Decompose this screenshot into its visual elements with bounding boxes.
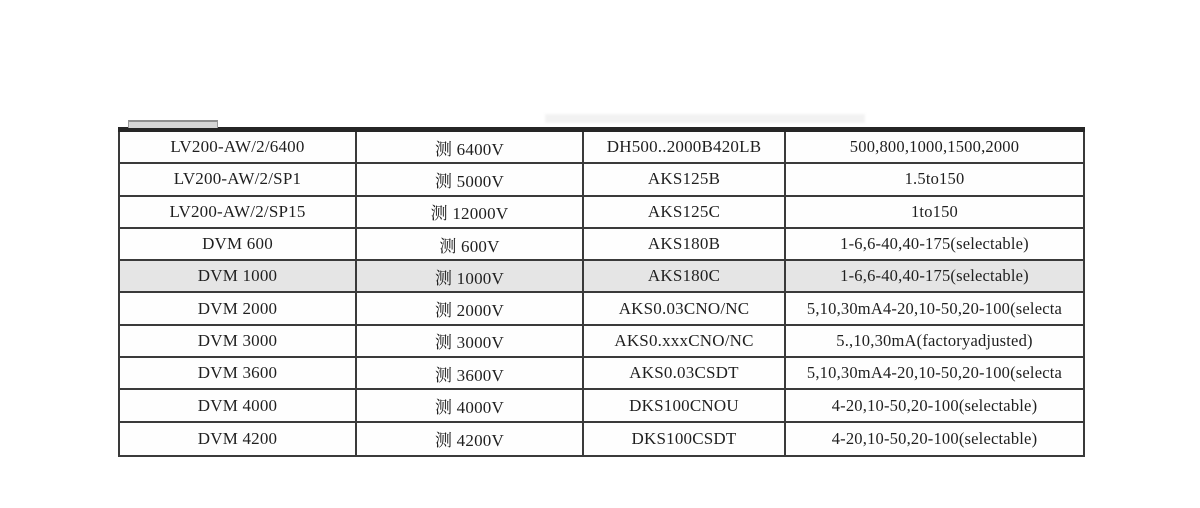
range-cell: 1to150 <box>786 197 1083 229</box>
range-cell: 1-6,6-40,40-175(selectable) <box>786 261 1083 293</box>
voltage-cell: 测 12000V <box>357 197 584 229</box>
cropped-row-remnant <box>128 120 218 128</box>
part-cell: AKS0.xxxCNO/NC <box>584 326 786 358</box>
model-cell: DVM 1000 <box>120 261 357 293</box>
model-cell: DVM 2000 <box>120 293 357 325</box>
spec-table <box>118 127 1085 457</box>
model-cell: DVM 600 <box>120 229 357 261</box>
part-cell: DKS100CNOU <box>584 390 786 422</box>
range-cell: 1-6,6-40,40-175(selectable) <box>786 229 1083 261</box>
table-grid <box>118 132 1085 457</box>
voltage-cell: 测 6400V <box>357 132 584 164</box>
model-cell: DVM 3000 <box>120 326 357 358</box>
range-cell: 4-20,10-50,20-100(selectable) <box>831 428 1038 448</box>
range-cell: 5.,10,30mA(factoryadjusted) <box>786 326 1083 358</box>
voltage-cell: 测 4200V <box>357 423 584 455</box>
model-cell: LV200-AW/2/SP1 <box>120 164 357 196</box>
part-cell: AKS125C <box>584 197 786 229</box>
voltage-cell: 测 3600V <box>357 358 584 390</box>
voltage-cell: 测 1000V <box>357 261 584 293</box>
part-cell: AKS180C <box>584 261 786 293</box>
voltage-cell: 测 4000V <box>357 390 584 422</box>
model-cell: DVM 4000 <box>120 390 357 422</box>
voltage-cell: 测 5000V <box>357 164 584 196</box>
range-cell: 500,800,1000,1500,2000 <box>786 132 1083 164</box>
model-cell: LV200-AW/2/6400 <box>120 132 357 164</box>
voltage-cell: 测 3000V <box>357 326 584 358</box>
part-cell: DKS100CSDT <box>584 423 786 455</box>
range-cell: 5,10,30mA4-20,10-50,20-100(selecta <box>786 293 1083 325</box>
model-cell: DVM 4200 <box>120 423 357 455</box>
range-cell: 4-20,10-50,20-100(selectable) <box>786 390 1083 422</box>
part-cell: DH500..2000B420LB <box>584 132 786 164</box>
model-cell: LV200-AW/2/SP15 <box>120 197 357 229</box>
part-cell: AKS0.03CNO/NC <box>584 293 786 325</box>
ghost-artifact <box>545 114 865 123</box>
range-cell: 1.5to150 <box>786 164 1083 196</box>
part-cell: AKS180B <box>584 229 786 261</box>
range-cell: 5,10,30mA4-20,10-50,20-100(selecta <box>786 358 1083 390</box>
voltage-cell: 测 2000V <box>357 293 584 325</box>
model-cell: DVM 3600 <box>120 358 357 390</box>
voltage-cell: 测 600V <box>357 229 584 261</box>
table-top-border <box>118 127 1085 132</box>
part-cell: AKS125B <box>584 164 786 196</box>
part-cell: AKS0.03CSDT <box>584 358 786 390</box>
